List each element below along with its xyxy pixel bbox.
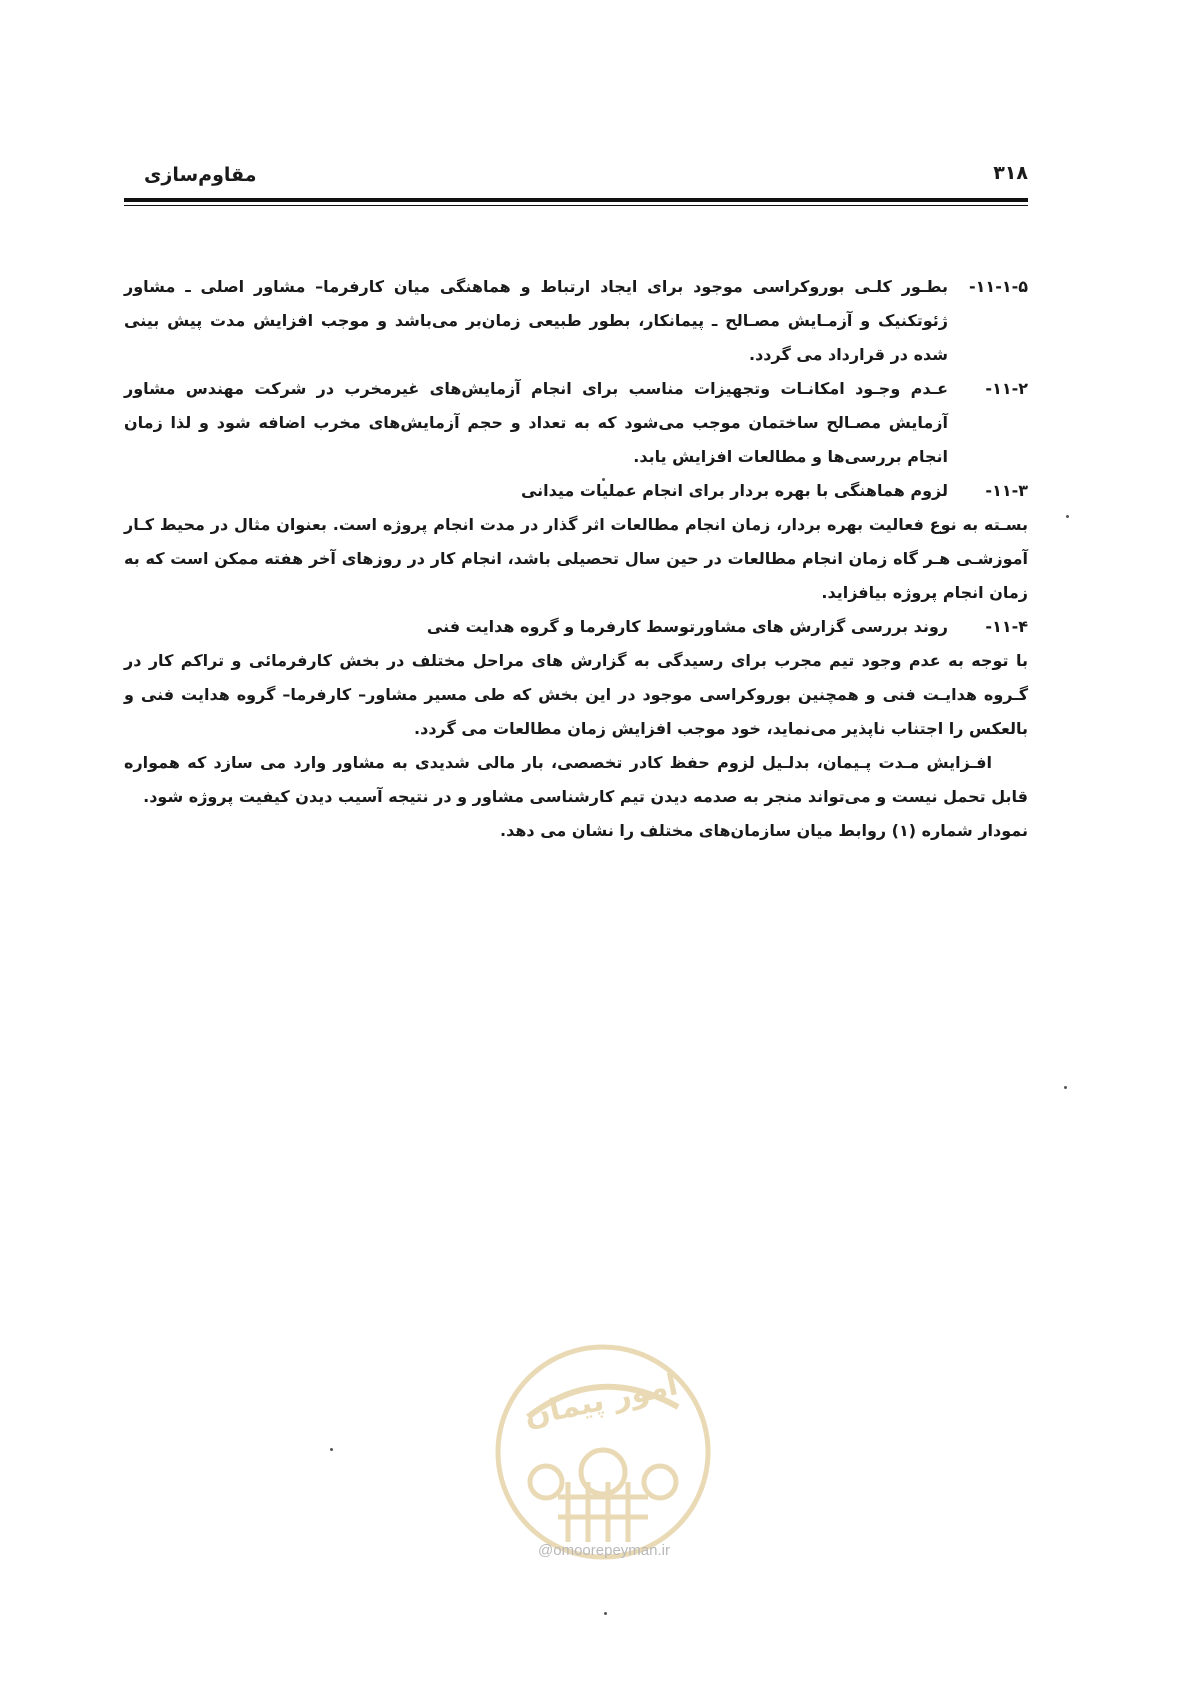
item-number: ۱۱-۲- bbox=[985, 379, 1028, 398]
item-number: ۱۱-۳- bbox=[985, 481, 1028, 500]
watermark-url: @omoorepeyman.ir bbox=[538, 1542, 670, 1559]
paragraph-11-3: بسـته به نوع فعالیت بهره بردار، زمان انجام مطالعات اثر گذار در مدت انجام پروژه است. بعنوان مثال در محیط کـار آموزشـی هـر گاه زمان انجام مطالعات در حین سال تحصیلی باشد، انجام کار در روزهای آخر هفته ممکن است که به زمان انجام پروژه بیافزاید. bbox=[124, 515, 1028, 602]
item-number: ۱۱-۱-۵- bbox=[969, 277, 1028, 296]
watermark-logo-text: امور پیمان bbox=[521, 1367, 681, 1435]
item-text: عـدم وجـود امکانـات وتجهیزات مناسب برای انجام آزمایش‌های غیرمخرب در شرکت مهندس مشاور آزمایش مصـالح ساختمان موجب می‌شود که به تعداد و حجم آزمایش‌های مخرب اضافه شود و لذا زمان انجام بررسی‌ها و مطالعات افزایش یابد. bbox=[124, 379, 948, 466]
item-heading: لزوم هماهنگی با بهره بردار برای انجام عملیات میدانی bbox=[520, 481, 948, 500]
paragraph-diagram-reference: نمودار شماره (۱) روابط میان سازمان‌های مختلف را نشان می دهد. bbox=[500, 821, 1028, 840]
item-11-2 bbox=[124, 372, 1028, 474]
paragraph-11-4: با توجه به عدم وجود تیم مجرب برای رسیدگی به گزارش های مراحل مختلف در بخش کارفرمائی و تراکم کار در گـروه هدایـت فنی و همچنین بوروکراسی موجود در این بخش که طی مسیر مشاور– کارفرما– گروه هدایت فنی و بالعکس را اجتناب ناپذیر می‌نماید، خود موجب افزایش زمان مطالعات می گردد. bbox=[124, 651, 1028, 738]
item-number: ۱۱-۴- bbox=[985, 617, 1028, 636]
running-title: مقاوم‌سازی bbox=[144, 164, 257, 186]
page-number: ۳۱۸ bbox=[993, 162, 1028, 184]
scan-speck bbox=[604, 1612, 607, 1615]
header-rule-thick bbox=[124, 198, 1028, 202]
scan-speck bbox=[1064, 1086, 1067, 1089]
paragraph-contract-extension: افـزایش مـدت پـیمان، بدلـیل لزوم حفظ کادر تخصصی، بار مالی شدیدی به مشاور وارد می سازد که همواره قابل تحمل نیست و می‌تواند منجر به صدمه دیدن تیم کارشناسی مشاور و در نتیجه آسیب دیدن کیفیت پروژه شود. bbox=[124, 753, 1028, 806]
header-rule-thin bbox=[124, 205, 1028, 206]
item-11-1-5 bbox=[124, 270, 1028, 372]
body-text bbox=[124, 270, 1028, 848]
item-text: بطـور کلـی بوروکراسی موجود برای ایجاد ارتباط و هماهنگی میان کارفرما– مشاور اصلی ـ مشاور ژئوتکنیک و آزمـایش مصـالح ـ پیمانکار، بطور طبیعی زمان‌بر می‌باشد و موجب افزایش مدت پیش بینی شده در قرارداد می گردد. bbox=[124, 277, 948, 364]
page-header bbox=[124, 162, 1028, 202]
scan-speck bbox=[602, 478, 605, 481]
item-heading: روند بررسی گزارش های مشاورتوسط کارفرما و گروه هدایت فنی bbox=[426, 617, 948, 636]
scan-speck bbox=[330, 1448, 333, 1451]
scan-speck bbox=[1066, 515, 1069, 518]
item-11-4 bbox=[124, 610, 1028, 644]
item-11-3 bbox=[124, 474, 1028, 508]
